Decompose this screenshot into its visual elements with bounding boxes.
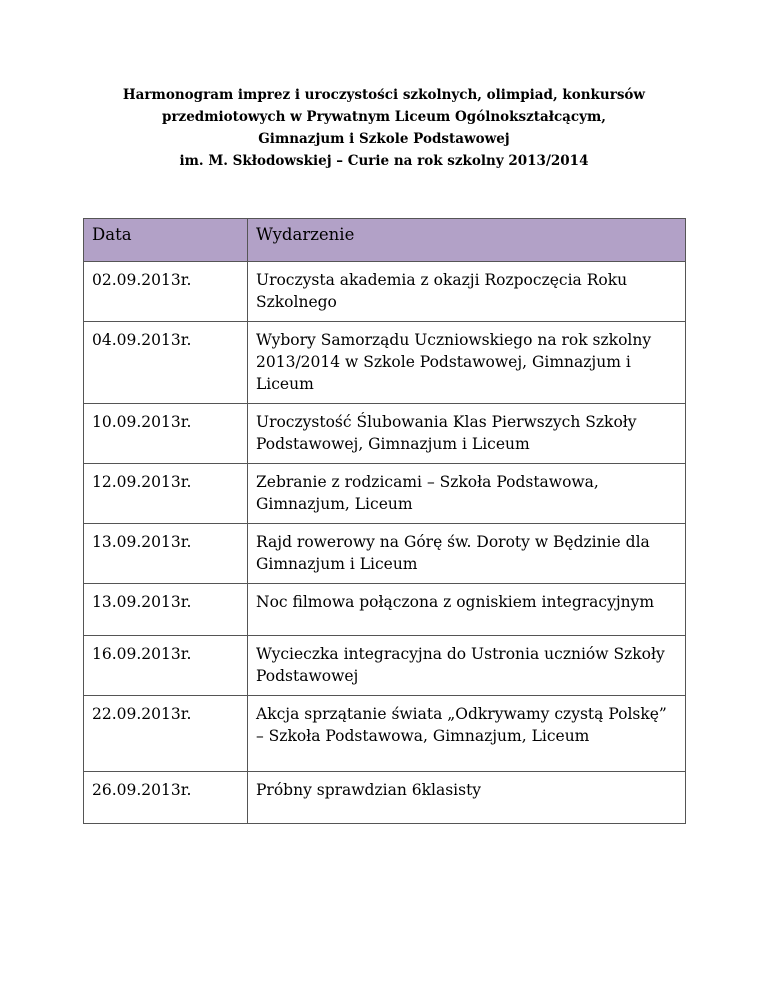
table-row [84, 636, 686, 696]
row-event: Noc filmowa połączona z ogniskiem integracyjnym [248, 584, 686, 636]
column-header-event: Wydarzenie [248, 219, 686, 262]
title-line-2: przedmiotowych w Prywatnym Liceum Ogólnokształcącym, [162, 109, 606, 125]
schedule-table [83, 218, 686, 824]
row-event: Uroczystość Ślubowania Klas Pierwszych Szkoły Podstawowej, Gimnazjum i Liceum [248, 404, 686, 464]
document-title [60, 84, 708, 172]
table-row [84, 584, 686, 636]
row-date: 12.09.2013r. [84, 464, 248, 524]
table-row [84, 322, 686, 404]
row-date: 13.09.2013r. [84, 584, 248, 636]
row-event: Akcja sprzątanie świata „Odkrywamy czystą Polskę” – Szkoła Podstawowa, Gimnazjum, Liceum [248, 696, 686, 772]
row-date: 26.09.2013r. [84, 772, 248, 824]
row-date: 16.09.2013r. [84, 636, 248, 696]
row-date: 22.09.2013r. [84, 696, 248, 772]
title-line-4: im. M. Skłodowskiej – Curie na rok szkolny 2013/2014 [179, 153, 589, 169]
row-date: 04.09.2013r. [84, 322, 248, 404]
title-line-3: Gimnazjum i Szkole Podstawowej [258, 131, 510, 147]
row-event: Uroczysta akademia z okazji Rozpoczęcia Roku Szkolnego [248, 262, 686, 322]
table-row [84, 524, 686, 584]
row-event: Próbny sprawdzian 6klasisty [248, 772, 686, 824]
row-event: Wybory Samorządu Uczniowskiego na rok szkolny 2013/2014 w Szkole Podstawowej, Gimnazjum i Liceum [248, 322, 686, 404]
row-date: 10.09.2013r. [84, 404, 248, 464]
row-event: Zebranie z rodzicami – Szkoła Podstawowa, Gimnazjum, Liceum [248, 464, 686, 524]
table-row [84, 262, 686, 322]
row-date: 02.09.2013r. [84, 262, 248, 322]
column-header-date: Data [84, 219, 248, 262]
row-date: 13.09.2013r. [84, 524, 248, 584]
title-line-1: Harmonogram imprez i uroczystości szkolnych, olimpiad, konkursów [122, 87, 646, 103]
table-row [84, 464, 686, 524]
table-row [84, 696, 686, 772]
row-event: Wycieczka integracyjna do Ustronia uczniów Szkoły Podstawowej [248, 636, 686, 696]
table-row [84, 772, 686, 824]
row-event: Rajd rowerowy na Górę św. Doroty w Będzinie dla Gimnazjum i Liceum [248, 524, 686, 584]
table-header-row [84, 219, 686, 262]
table-row [84, 404, 686, 464]
